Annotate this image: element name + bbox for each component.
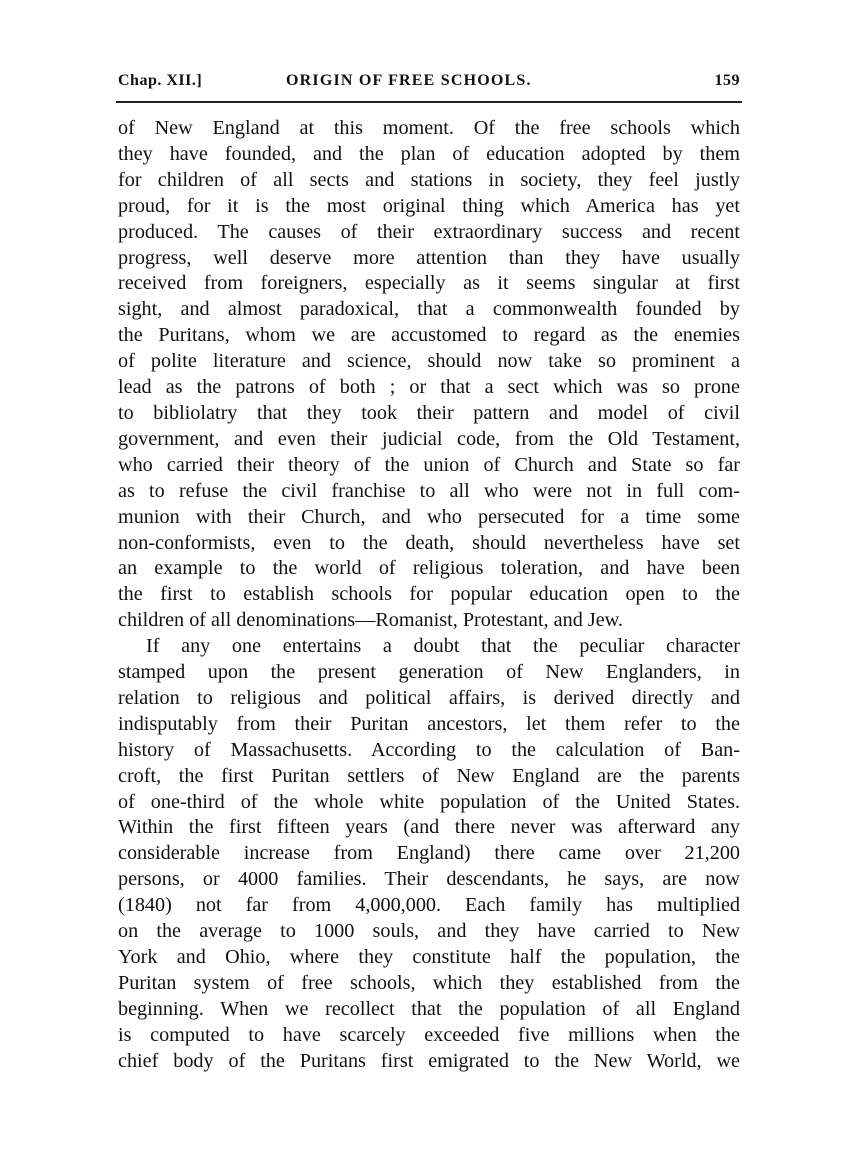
text-line: lead as the patrons of both ; or that a sect which was so prone — [118, 376, 740, 399]
text-line: sight, and almost paradoxical, that a commonwealth founded by — [118, 298, 740, 321]
text-line: they have founded, and the plan of education adopted by them — [118, 142, 740, 165]
text-line: York and Ohio, where they constitute half the population, the — [118, 946, 740, 968]
text-line: indisputably from their Puritan ancestors, let them refer to the — [118, 712, 740, 735]
text-line: on the average to 1000 souls, and they have carried to New — [118, 920, 740, 943]
paragraph — [118, 116, 740, 634]
text-line: of polite literature and science, should now take so prominent a — [118, 350, 740, 373]
text-line: relation to religious and political affairs, is derived directly and — [118, 686, 740, 709]
text-line: persons, or 4000 families. Their descendants, he says, are now — [118, 868, 740, 891]
text-line: non-conformists, even to the death, should nevertheless have set — [118, 531, 740, 554]
paragraph — [118, 634, 740, 1074]
text-line: (1840) not far from 4,000,000. Each family has multiplied — [118, 894, 740, 917]
text-line: government, and even their judicial code, from the Old Testament, — [118, 427, 740, 450]
text-line: munion with their Church, and who persecuted for a time some — [118, 505, 740, 528]
text-line: chief body of the Puritans first emigrated to the New World, we — [118, 1049, 740, 1072]
text-line: received from foreigners, especially as it seems singular at first — [118, 272, 740, 295]
text-line: croft, the first Puritan settlers of New England are the parents — [118, 764, 740, 787]
text-line: progress, well deserve more attention than they have usually — [118, 246, 740, 269]
header-rule — [116, 101, 742, 103]
text-line: of New England at this moment. Of the free schools which — [118, 117, 740, 139]
text-line: is computed to have scarcely exceeded five millions when the — [118, 1023, 740, 1046]
text-line: the first to establish schools for popular education open to the — [118, 583, 740, 606]
text-line: to bibliolatry that they took their pattern and model of civil — [118, 401, 740, 424]
text-line: children of all denominations—Romanist, Protestant, and Jew. — [118, 609, 623, 632]
text-line: considerable increase from England) there came over 21,200 — [118, 842, 740, 865]
text-line: an example to the world of religious toleration, and have been — [118, 557, 740, 580]
chapter-label: Chap. XII.] — [118, 72, 203, 89]
text-line: Puritan system of free schools, which they established from the — [118, 971, 740, 994]
running-title: ORIGIN OF FREE SCHOOLS. — [286, 72, 532, 89]
text-line: history of Massachusetts. According to the calculation of Ban- — [118, 738, 740, 761]
text-line: produced. The causes of their extraordinary success and recent — [118, 220, 740, 243]
text-line: of one-third of the whole white population of the United States. — [118, 790, 740, 813]
text-line: who carried their theory of the union of Church and State so far — [118, 453, 740, 476]
text-line: If any one entertains a doubt that the peculiar character — [146, 635, 740, 658]
text-line: beginning. When we recollect that the population of all England — [118, 997, 740, 1020]
body-text — [118, 116, 740, 1075]
page-number: 159 — [714, 72, 740, 89]
text-line: as to refuse the civil franchise to all who were not in full com- — [118, 479, 740, 502]
text-line: proud, for it is the most original thing which America has yet — [118, 194, 740, 217]
text-line: stamped upon the present generation of New Englanders, in — [118, 661, 740, 684]
running-header — [118, 72, 740, 96]
text-line: the Puritans, whom we are accustomed to regard as the enemies — [118, 324, 740, 347]
text-line: for children of all sects and stations in society, they feel justly — [118, 168, 740, 191]
text-line: Within the first fifteen years (and there never was afterward any — [118, 816, 740, 839]
